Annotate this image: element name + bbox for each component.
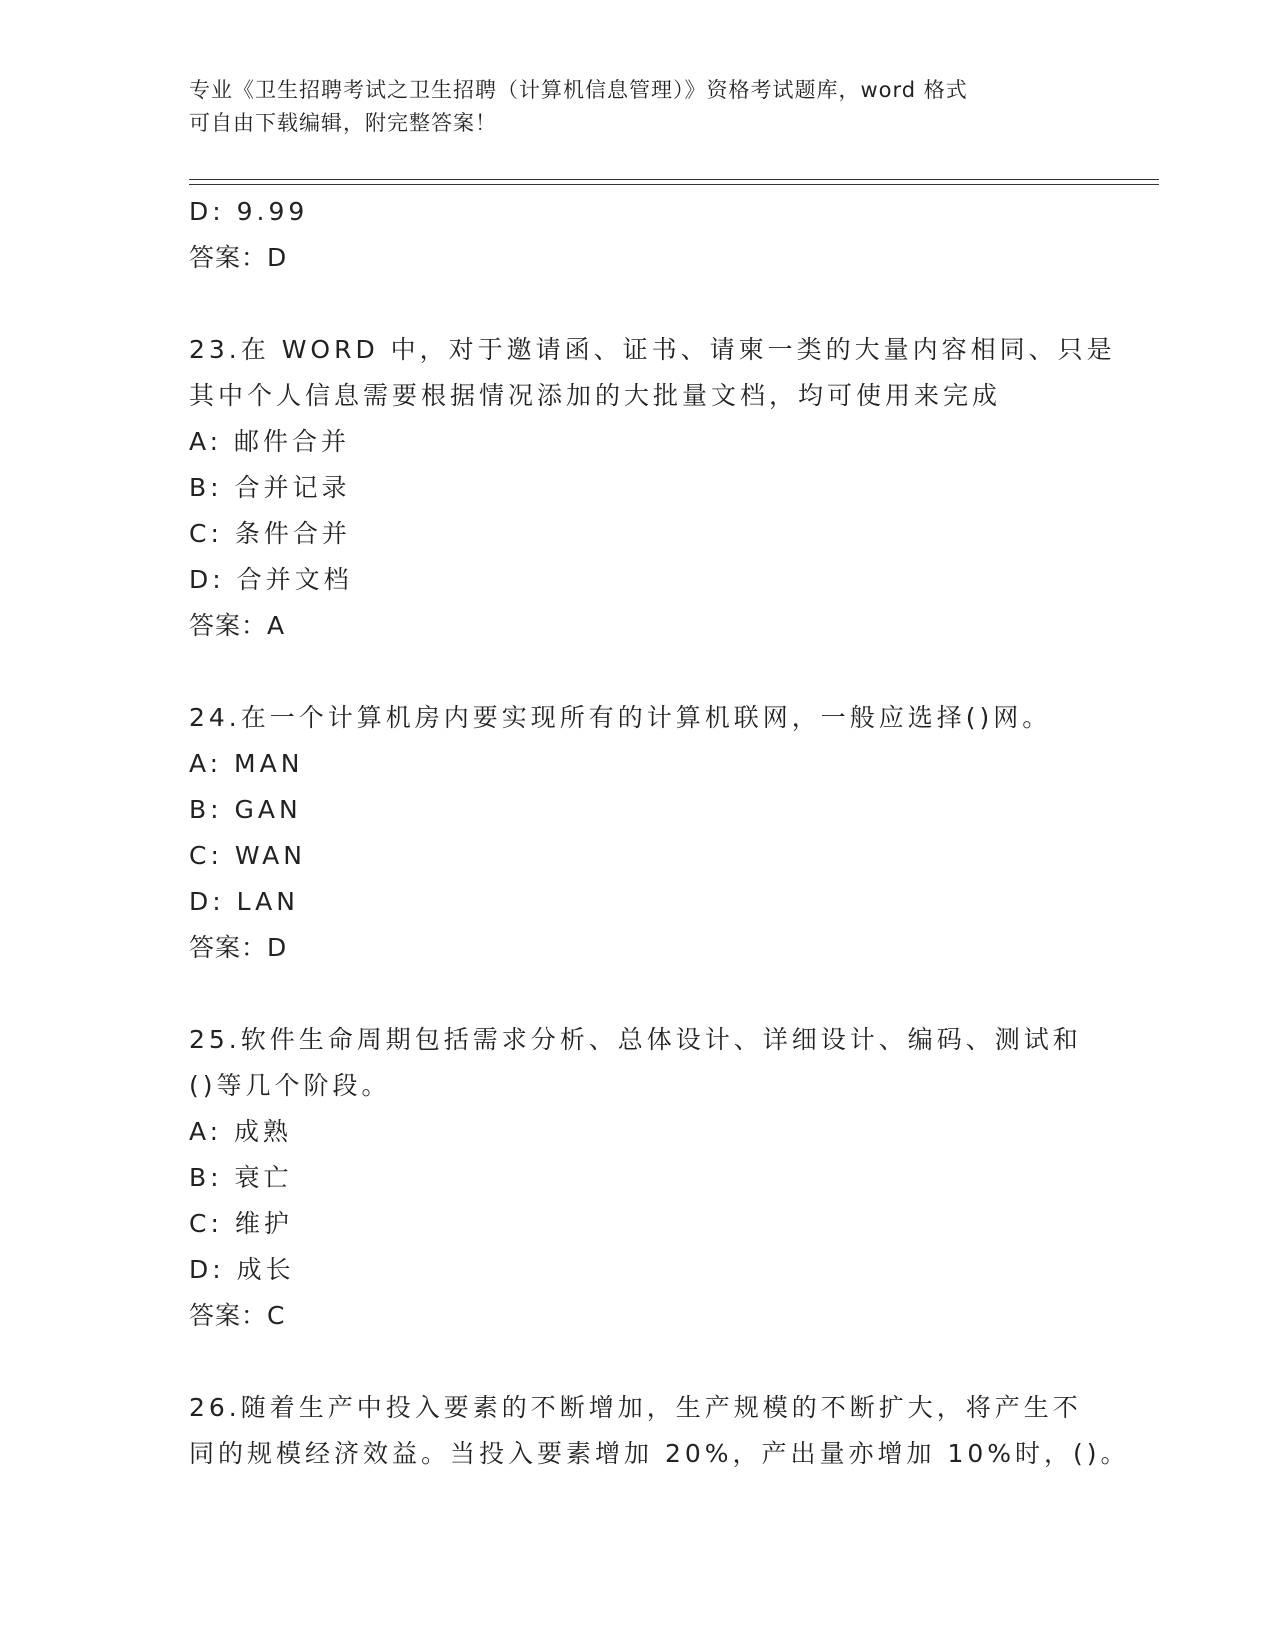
option-d: D: 成长 [189, 1255, 295, 1284]
option-a: A: 邮件合并 [189, 427, 351, 456]
spacer [189, 649, 1159, 695]
question-stem: ()等几个阶段。 [189, 1071, 391, 1100]
option-a: A: MAN [189, 749, 304, 778]
option-b: B: 合并记录 [189, 473, 351, 502]
option-d: D: 9.99 [189, 197, 309, 226]
option-c: C: 维护 [189, 1209, 293, 1238]
header-divider-top [189, 179, 1159, 180]
option-d: D: 合并文档 [189, 565, 353, 594]
previous-question-tail [189, 189, 1159, 281]
answer-line: 答案：A [189, 611, 286, 640]
question-stem: 24.在一个计算机房内要实现所有的计算机联网，一般应选择()网。 [189, 703, 1052, 732]
header-line-1: 专业《卫生招聘考试之卫生招聘（计算机信息管理）》资格考试题库，word 格式 [189, 78, 968, 102]
question-content [189, 189, 1159, 1477]
option-d: D: LAN [189, 887, 299, 916]
question-26 [189, 1385, 1159, 1477]
option-a: A: 成熟 [189, 1117, 293, 1146]
header-line-2: 可自由下载编辑，附完整答案！ [189, 111, 497, 135]
answer-line: 答案：D [189, 933, 288, 962]
option-b: B: GAN [189, 795, 302, 824]
spacer [189, 971, 1159, 1017]
answer-line: 答案：D [189, 243, 288, 272]
question-stem: 同的规模经济效益。当投入要素增加 20%，产出量亦增加 10%时，()。 [189, 1439, 1130, 1468]
question-23 [189, 327, 1159, 649]
header-divider-bottom [189, 184, 1159, 185]
document-header [189, 74, 1089, 140]
question-25 [189, 1017, 1159, 1339]
option-c: C: 条件合并 [189, 519, 351, 548]
spacer [189, 1339, 1159, 1385]
spacer [189, 281, 1159, 327]
option-b: B: 衰亡 [189, 1163, 293, 1192]
question-24 [189, 695, 1159, 971]
question-stem: 其中个人信息需要根据情况添加的大批量文档，均可使用来完成 [189, 381, 1002, 410]
question-stem: 23.在 WORD 中，对于邀请函、证书、请柬一类的大量内容相同、只是 [189, 335, 1116, 364]
question-stem: 25.软件生命周期包括需求分析、总体设计、详细设计、编码、测试和 [189, 1025, 1082, 1054]
question-stem: 26.随着生产中投入要素的不断增加，生产规模的不断扩大，将产生不 [189, 1393, 1082, 1422]
answer-line: 答案：C [189, 1301, 286, 1330]
option-c: C: WAN [189, 841, 306, 870]
